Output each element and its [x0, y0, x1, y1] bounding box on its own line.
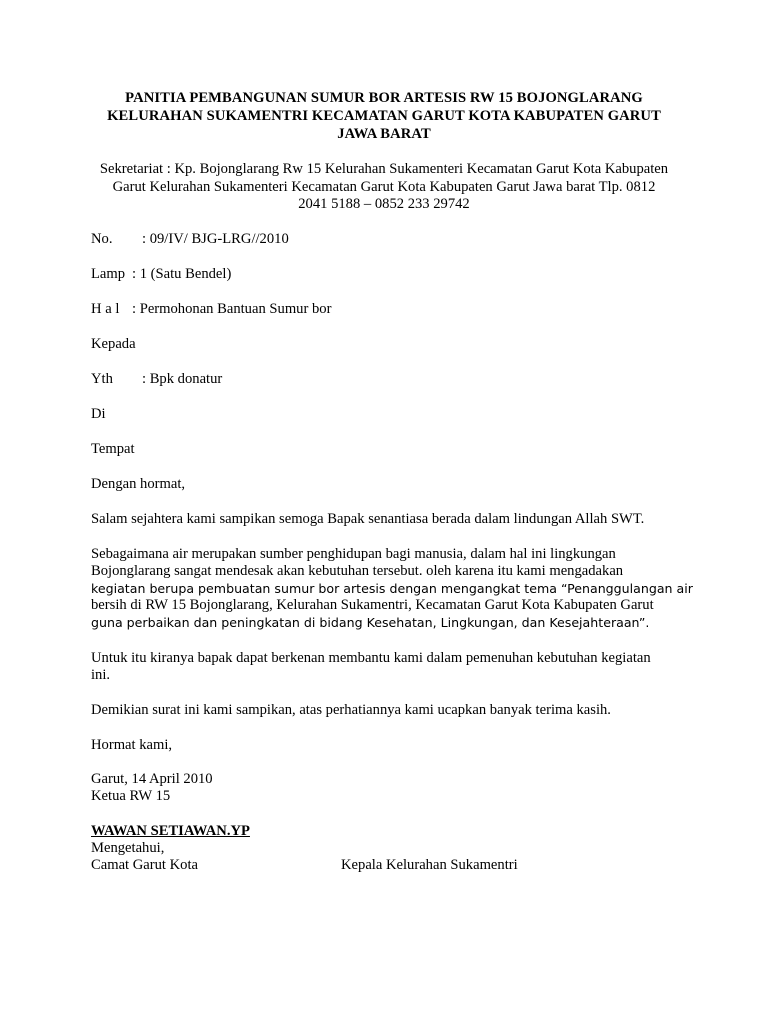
- closing-regards: Hormat kami,: [91, 737, 173, 753]
- lampiran-value: : 1 (Satu Bendel): [132, 266, 232, 282]
- header-line-2: KELURAHAN SUKAMENTRI KECAMATAN GARUT KOTA KABUPATEN GARUT: [107, 108, 661, 124]
- number-value: : 09/IV/ BJG-LRG//2010: [142, 231, 289, 247]
- subject-label: H a l: [91, 301, 120, 317]
- paragraph-request-line-1: Untuk itu kiranya bapak dapat berkenan membantu kami dalam pemenuhan kebutuhan kegiatan: [91, 650, 651, 666]
- header-line-3: JAWA BARAT: [337, 126, 431, 142]
- signer-name: WAWAN SETIAWAN.YP: [91, 823, 250, 839]
- recipient-kepada: Kepada: [91, 336, 136, 352]
- paragraph-purpose: [91, 546, 691, 631]
- paragraph-purpose-line-4: bersih di RW 15 Bojonglarang, Kelurahan Sukamentri, Kecamatan Garut Kota Kabupaten Garut: [91, 597, 654, 613]
- paragraph-purpose-line-3: kegiatan berupa pembuatan sumur bor artesis dengan mengangkat tema “Penanggulangan air: [91, 581, 693, 596]
- subject-row: [91, 301, 331, 318]
- recipient-yth-row: [91, 371, 222, 388]
- header-line-1: PANITIA PEMBANGUNAN SUMUR BOR ARTESIS RW 15 BOJONGLARANG: [125, 90, 643, 106]
- lampiran-label: Lamp: [91, 266, 126, 282]
- subject-value: : Permohonan Bantuan Sumur bor: [132, 301, 332, 317]
- camat-title: Camat Garut Kota: [91, 857, 198, 873]
- secretariat-line-3: 2041 5188 – 0852 233 29742: [298, 196, 470, 212]
- salutation-paragraph: Salam sejahtera kami sampikan semoga Bapak senantiasa berada dalam lindungan Allah SWT.: [91, 511, 645, 527]
- paragraph-purpose-line-5: guna perbaikan dan peningkatan di bidang Kesehatan, Lingkungan, dan Kesejahteraan”.: [91, 615, 650, 630]
- lampiran-row: [91, 266, 231, 283]
- signature-place-date: Garut, 14 April 2010: [91, 771, 213, 787]
- paragraph-purpose-line-2: Bojonglarang sangat mendesak akan kebutuhan tersebut. oleh karena itu kami mengadakan: [91, 563, 624, 579]
- recipient-tempat: Tempat: [91, 441, 135, 457]
- recipient-di: Di: [91, 406, 106, 422]
- number-row: [91, 231, 289, 248]
- number-label: No.: [91, 231, 113, 247]
- greeting: Dengan hormat,: [91, 476, 186, 492]
- paragraph-request: [91, 650, 691, 684]
- recipient-yth-value: : Bpk donatur: [142, 371, 223, 387]
- secretariat-line-1: Sekretariat : Kp. Bojonglarang Rw 15 Kelurahan Sukamenteri Kecamatan Garut Kota Kabupaten: [99, 161, 669, 177]
- kepala-kelurahan-title: Kepala Kelurahan Sukamentri: [341, 857, 518, 873]
- recipient-yth-label: Yth: [91, 371, 113, 387]
- paragraph-purpose-line-1: Sebagaimana air merupakan sumber penghidupan bagi manusia, dalam hal ini lingkungan: [91, 546, 616, 562]
- paragraph-closing: Demikian surat ini kami sampikan, atas perhatiannya kami ucapkan banyak terima kasih.: [91, 702, 611, 718]
- paragraph-request-line-2: ini.: [91, 667, 111, 683]
- secretariat-line-2: Garut Kelurahan Sukamenteri Kecamatan Garut Kota Kabupaten Garut Jawa barat Tlp. 0812: [112, 179, 656, 195]
- signature-role: Ketua RW 15: [91, 788, 171, 804]
- acknowledged-label: Mengetahui,: [91, 840, 165, 856]
